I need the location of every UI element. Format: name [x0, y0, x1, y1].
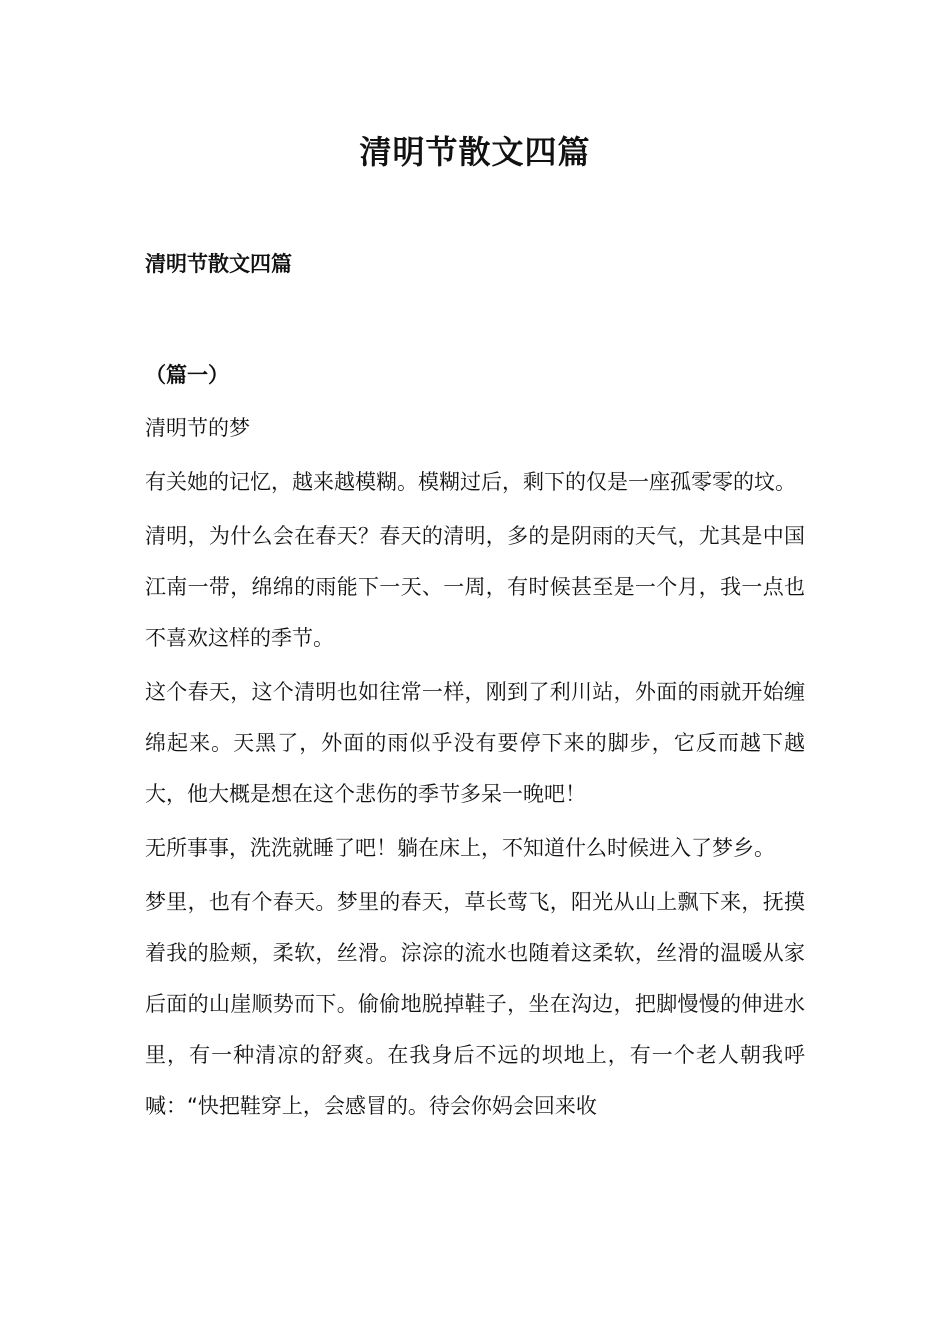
document-body: [145, 244, 805, 1132]
paragraph-essay-title: 清明节的梦: [145, 416, 250, 440]
paragraph: 无所事事，洗洗就睡了吧！躺在床上，不知道什么时候进入了梦乡。: [145, 836, 775, 860]
paragraph: 梦里，也有个春天。梦里的春天，草长莺飞，阳光从山上飘下来，抚摸着我的脸颊，柔软，丝滑。淙淙的流水也随着这柔软，丝滑的温暖从家后面的山崖顺势而下。偷偷地脱掉鞋子，坐在沟边，把脚慢慢的伸进水里，有一种清凉的舒爽。在我身后不远的坝地上，有一个老人朝我呼喊：“快把鞋穿上，会感冒的。待会你妈会回来收: [145, 890, 805, 1118]
document-subtitle: 清明节散文四篇: [145, 252, 292, 276]
document-title: 清明节散文四篇: [359, 133, 591, 171]
paragraph: 有关她的记忆，越来越模糊。模糊过后，剩下的仅是一座孤零零的坟。: [145, 470, 796, 494]
paragraph: 这个春天，这个清明也如往常一样，刚到了利川站，外面的雨就开始缠绵起来。天黑了，外面的雨似乎没有要停下来的脚步，它反而越下越大，他大概是想在这个悲伤的季节多呆一晚吧！: [145, 680, 805, 806]
section-heading: （篇一）: [145, 363, 229, 387]
paragraph: 清明，为什么会在春天？春天的清明，多的是阴雨的天气，尤其是中国江南一带，绵绵的雨能下一天、一周，有时候甚至是一个月，我一点也不喜欢这样的季节。: [145, 524, 805, 650]
